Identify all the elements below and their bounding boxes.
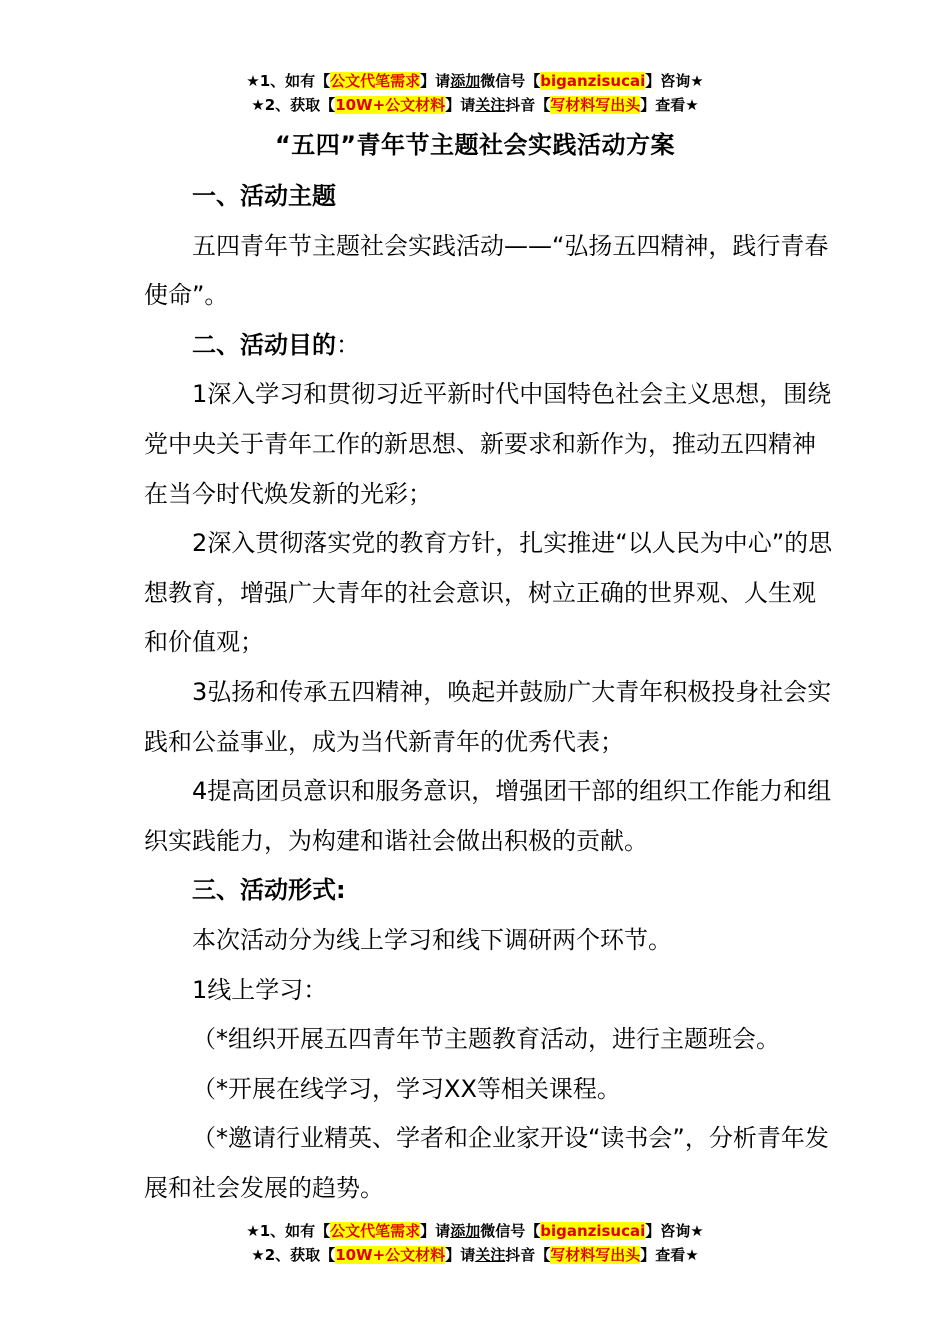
- star-icon: ★: [251, 1246, 265, 1264]
- promo-text: 微信号【: [480, 72, 541, 90]
- promo-text: 2、获取【: [264, 96, 336, 114]
- promo-line-1-top: [0, 70, 950, 93]
- promo-highlight: 10W+公文材料: [335, 1246, 446, 1264]
- promo-text: 】咨询★: [645, 1222, 704, 1240]
- document-body: [144, 172, 834, 1213]
- section-heading-theme: 一、活动主题: [192, 182, 336, 210]
- paragraph-purpose-4: 4提高团员意识和服务意识，增强团干部的组织工作能力和组织实践能力，为构建和谐社会做出积极的贡献。: [144, 777, 832, 855]
- promo-underlined: 添加: [450, 72, 481, 90]
- promo-text: 】咨询★: [645, 72, 704, 90]
- promo-line-2-bottom: [0, 1244, 950, 1267]
- paragraph-theme: 五四青年节主题社会实践活动——“弘扬五四精神，践行青春使命”。: [144, 231, 829, 310]
- promo-douyin-id: 写材料写出头: [550, 96, 641, 114]
- promo-text: 1、如有【: [259, 72, 331, 90]
- list-item-theme-class: （*组织开展五四青年节主题教育活动，进行主题班会。: [192, 1025, 780, 1054]
- promo-text: 】查看★: [640, 1246, 699, 1264]
- promo-text: 1、如有【: [259, 1222, 331, 1240]
- list-item-reading-club: （*邀请行业精英、学者和企业家开设“读书会”，分析青年发展和社会发展的趋势。: [144, 1124, 829, 1202]
- paragraph-purpose-2: 2深入贯彻落实党的教育方针，扎实推进“以人民为中心”的思想教育，增强广大青年的社会意识，树立正确的世界观、人生观和价值观；: [144, 529, 833, 657]
- promo-text: 抖音【: [505, 96, 551, 114]
- promo-underlined: 关注: [475, 1246, 506, 1264]
- heading-colon: ：: [336, 330, 360, 359]
- promo-douyin-id: 写材料写出头: [550, 1246, 641, 1264]
- section-heading-purpose-text: 二、活动目的: [192, 330, 336, 359]
- promo-text: 】请: [445, 1246, 476, 1264]
- list-item-online-course: （*开展在线学习，学习XX等相关课程。: [192, 1074, 621, 1103]
- promo-highlight: 公文代笔需求: [330, 72, 421, 90]
- document-title: “五四”青年节主题社会实践活动方案: [274, 131, 676, 159]
- section-heading-format: 三、活动形式:: [192, 876, 346, 905]
- paragraph-purpose-3: 3弘扬和传承五四精神，唤起并鼓励广大青年积极投身社会实践和公益事业，成为当代新青年的优秀代表；: [144, 677, 832, 756]
- promo-wechat-id: biganzisucai: [540, 1222, 646, 1240]
- promo-text: 】查看★: [640, 96, 699, 114]
- promo-underlined: 关注: [475, 96, 506, 114]
- paragraph-online-learning: 1线上学习：: [192, 975, 328, 1004]
- promo-text: 】请: [420, 72, 451, 90]
- promo-highlight: 公文代笔需求: [330, 1222, 421, 1240]
- paragraph-purpose-1: 1深入学习和贯彻习近平新时代中国特色社会主义思想，围绕党中央关于青年工作的新思想、新要求和新作为，推动五四精神在当今时代焕发新的光彩；: [144, 380, 832, 508]
- star-icon: ★: [251, 96, 265, 114]
- promo-text: 】请: [420, 1222, 451, 1240]
- promo-highlight: 10W+公文材料: [335, 96, 446, 114]
- section-heading-purpose: [144, 321, 834, 371]
- promo-line-2-top: [0, 94, 950, 117]
- promo-wechat-id: biganzisucai: [540, 72, 646, 90]
- promo-underlined: 添加: [450, 1222, 481, 1240]
- star-icon: ★: [246, 1222, 260, 1240]
- promo-line-1-bottom: [0, 1220, 950, 1243]
- promo-text: 】请: [445, 96, 476, 114]
- promo-text: 2、获取【: [264, 1246, 336, 1264]
- promo-text: 抖音【: [505, 1246, 551, 1264]
- promo-text: 微信号【: [480, 1222, 541, 1240]
- paragraph-format-intro: 本次活动分为线上学习和线下调研两个环节。: [192, 925, 672, 954]
- star-icon: ★: [246, 72, 260, 90]
